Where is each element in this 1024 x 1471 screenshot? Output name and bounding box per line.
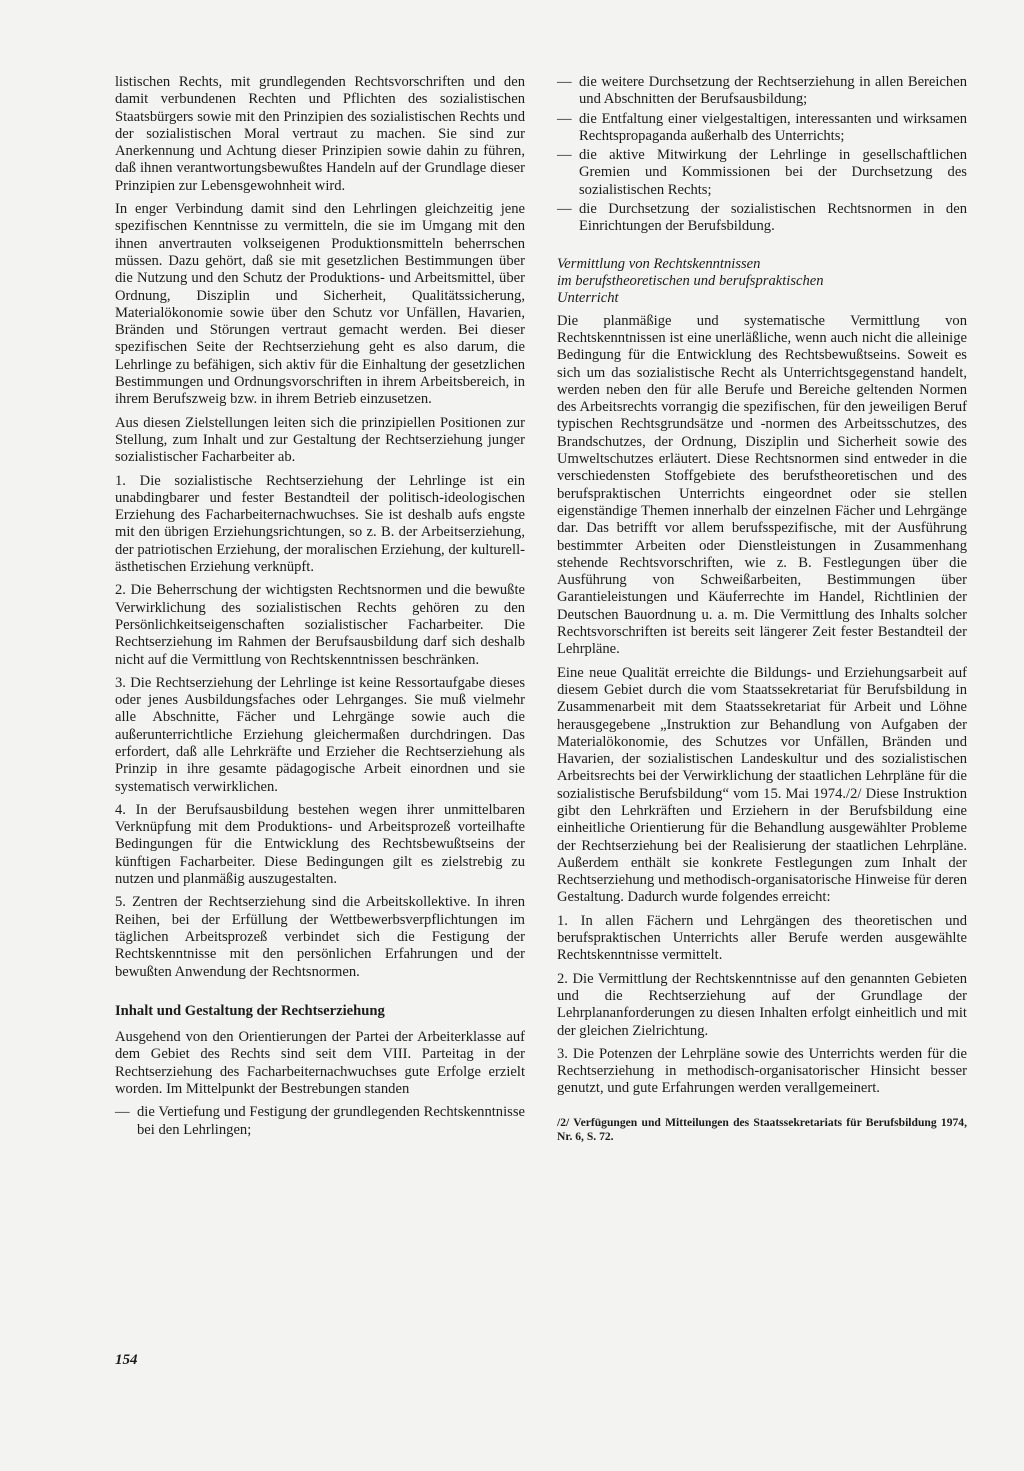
section-heading: Inhalt und Gestaltung der Rechtserziehung (115, 1002, 385, 1019)
subheading-line: im berufstheoretischen und berufspraktischen (557, 272, 824, 289)
numbered-paragraph-1: 1. In allen Fächern und Lehrgängen des theoretischen und berufspraktischen Unterrichts aller Berufe werden ausgewählte Rechtskenntnisse vermittelt. (557, 912, 967, 964)
paragraph: Aus diesen Zielstellungen leiten sich die prinzipiellen Positionen zur Stellung, zum Inhalt und zur Gestaltung der Rechtserziehung junger sozialistischer Facharbeiter ab. (115, 414, 525, 466)
list-item: — die weitere Durchsetzung der Rechtserziehung in allen Bereichen und Abschnitten der Berufsausbildung; (557, 74, 967, 109)
numbered-paragraph-3: 3. Die Rechtserziehung der Lehrlinge ist keine Ressortaufgabe dieses oder jenes Ausbildungsfaches oder Lehrganges. Sie muß vielmehr alle Abschnitte, Fächer und Lehrgänge sowie auch die außerunterrichtliche Erziehung gleichermaßen durchdringen. Das erfordert, daß alle Lehrkräfte und Erzieher die Rechtserziehung als Prinzip in ihre gesamte pädagogische Arbeit einordnen und sie systematisch verwirklichen. (115, 674, 525, 795)
bullet-list (557, 74, 967, 236)
numbered-paragraph-1: 1. Die sozialistische Rechtserziehung der Lehrlinge ist ein unabdingbarer und fester Bestandteil der politisch-ideologischen Erziehung des Facharbeiternachwuchses. Sie ist deshalb aufs engste mit den übrigen Erziehungsrichtungen, so z. B. der Arbeitserziehung, der patriotischen Erziehung, der moralischen Erziehung, der kulturell-ästhetischen Erziehung verknüpft. (115, 472, 525, 576)
subheading-line: Unterricht (557, 289, 619, 306)
paragraph: Die planmäßige und systematische Vermittlung von Rechtskenntnissen ist eine unerläßliche, wenn auch nicht die alleinige Bedingung für die Entwicklung des Rechtsbewußtseins. Soweit es sich um das sozialistische Recht als Unterrichtsgegenstand handelt, werden neben den für alle Berufe und Bereiche geltenden Normen des Arbeitsrechts vorrangig die spezifischen, für den jeweiligen Beruf typischen Rechtsgrundsätze und -normen des Arbeitsschutzes, des Brandschutzes, der Ordnung, Disziplin und Sicherheit sowie des Umweltschutzes erläutert. Diese Rechtsnormen sind entweder in die verschiedensten Stoffgebiete des berufstheoretischen und des berufspraktischen Unterrichts eingeordnet oder sie stellen eigenständige Themen innerhalb der einzelnen Fächer und Lehrgänge dar. Das betrifft vor allem berufsspezifische, mit der Ausführung bestimmter Arbeiten oder Dienstleistungen in Zusammenhang stehende Rechtsvorschriften, wie z. B. Festlegungen über die Ausführung von Schweißarbeiten, Bestimmungen über Garantieleistungen und Käuferrechte im Handel, Richtlinien der Deutschen Bauordnung u. a. m. Die Vermittlung des Inhalts solcher Rechtsvorschriften ist bereits seit längerer Zeit fester Bestandteil der Lehrpläne. (557, 312, 967, 658)
subheading-line: Vermittlung von Rechtskenntnissen (557, 255, 761, 272)
left-column (115, 74, 525, 1145)
page-number: 154 (115, 1352, 138, 1368)
bullet-list (115, 1104, 525, 1139)
list-item: — die Vertiefung und Festigung der grundlegenden Rechtskenntnisse bei den Lehrlingen; (115, 1104, 525, 1139)
paragraph: listischen Rechts, mit grundlegenden Rechtsvorschriften und den damit verbundenen Rechten und Pflichten des sozialistischen Staatsbürgers sowie mit den Prinzipien des sozialistischen Rechts und der sozialistischen Moral vertraut zu machen. Sie sind zur Anerkennung und Achtung dieser Prinzipien sowie dahin zu führen, daß ihnen verantwortungsbewußtes Handeln auf der Grundlage dieser Prinzipien zur Lebensgewohnheit wird. (115, 74, 525, 194)
list-item: — die Entfaltung einer vielgestaltigen, interessanten und wirksamen Rechtspropaganda außerhalb des Unterrichts; (557, 111, 967, 146)
numbered-paragraph-2: 2. Die Beherrschung der wichtigsten Rechtsnormen und die bewußte Verwirklichung des sozialistischen Rechts gehören zu den Persönlichkeitseigenschaften sozialistischer Facharbeiter. Die Rechtserziehung im Rahmen der Berufsausbildung darf sich deshalb nicht auf die Vermittlung von Rechtskenntnissen beschränken. (115, 582, 525, 668)
numbered-paragraph-2: 2. Die Vermittlung der Rechtskenntnisse auf den genannten Gebieten und die Rechtserziehung auf der Grundlage der Lehrplananforderungen zu diesen Inhalten erfolgt einheitlich und mit der gleichen Zielrichtung. (557, 970, 967, 1039)
paragraph: Eine neue Qualität erreichte die Bildungs- und Erziehungsarbeit auf diesem Gebiet durch die vom Staatssekretariat für Berufsbildung in Zusammenarbeit mit dem Staatssekretariat für Arbeit und Löhne herausgegebene „Instruktion zur Behandlung von Aufgaben der Materialökonomie, des Schutzes vor Unfällen, Bränden und Havarien, der sozialistischen Landeskultur und des sozialistischen Arbeitsrechts bei der Verwirklichung der staatlichen Lehrpläne für die sozialistische Berufsbildung“ vom 15. Mai 1974./2/ Diese Instruktion gibt den Lehrkräften und Erziehern in der Berufsbildung eine einheitliche Orientierung für die Behandlung ausgewählter Probleme der Rechtserziehung bei der Realisierung der staatlichen Lehrpläne. Außerdem enthält sie konkrete Festlegungen zum Inhalt der Rechtserziehung und methodisch-organisatorische Hinweise für deren Gestaltung. Dadurch wurde folgendes erreicht: (557, 664, 967, 906)
footnote: /2/ Verfügungen und Mitteilungen des Staatssekretariats für Berufsbildung 1974, Nr. 6, S. 72. (557, 1115, 967, 1143)
numbered-paragraph-5: 5. Zentren der Rechtserziehung sind die Arbeitskollektive. In ihren Reihen, bei der Erfüllung der Wettbewerbsverpflichtungen im täglichen Arbeitsprozeß verbindet sich die Festigung der Rechtskenntnisse mit den persönlichen Erfahrungen und der bewußten Anwendung der Rechtsnormen. (115, 894, 525, 980)
numbered-paragraph-4: 4. In der Berufsausbildung bestehen wegen ihrer unmittelbaren Verknüpfung mit dem Produktions- und Arbeitsprozeß vorteilhafte Bedingungen für die Entwicklung des Rechtsbewußtseins der künftigen Facharbeiter. Diese Bedingungen gilt es zielstrebig zu nutzen und planmäßig auszugestalten. (115, 801, 525, 888)
right-column (557, 74, 967, 1144)
list-item: — die aktive Mitwirkung der Lehrlinge in gesellschaftlichen Gremien und Kommissionen bei der Durchsetzung des sozialistischen Rechts; (557, 147, 967, 199)
numbered-paragraph-3: 3. Die Potenzen der Lehrpläne sowie des Unterrichts werden für die Rechtserziehung in methodisch-organisatorischer Hinsicht besser genutzt, und gute Erfahrungen werden verallgemeinert. (557, 1045, 967, 1097)
paragraph: Ausgehend von den Orientierungen der Partei der Arbeiterklasse auf dem Gebiet des Rechts sind seit dem VIII. Parteitag in der Rechtserziehung des Facharbeiternachwuchses gute Erfolge erzielt worden. Im Mittelpunkt der Bestrebungen standen (115, 1029, 525, 1098)
paragraph: In enger Verbindung damit sind den Lehrlingen gleichzeitig jene spezifischen Kenntnisse zu vermitteln, die sie im Umgang mit den ihnen anvertrauten volkseigenen Produktionsmitteln beherrschen müssen. Dazu gehört, daß sie mit gesetzlichen Bestimmungen über die Nutzung und den Schutz der Produktions- und Arbeitsmittel, über Ordnung, Disziplin und Sicherheit, Qualitätssicherung, Materialökonomie sowie über den Schutz vor Unfällen, Havarien, Bränden und Störungen vertraut gemacht werden. Bei dieser spezifischen Seite der Rechtserziehung geht es also darum, die Lehrlinge zu befähigen, sich aktiv für die Einhaltung der gesetzlichen Bestimmungen und Ordnungsvorschriften in ihrem Arbeitsbereich, in ihrem Berufszweig bzw. in ihrem Betrieb einzusetzen. (115, 201, 525, 408)
subsection-heading (557, 256, 967, 307)
list-item: — die Durchsetzung der sozialistischen Rechtsnormen in den Einrichtungen der Berufsbildung. (557, 201, 967, 236)
